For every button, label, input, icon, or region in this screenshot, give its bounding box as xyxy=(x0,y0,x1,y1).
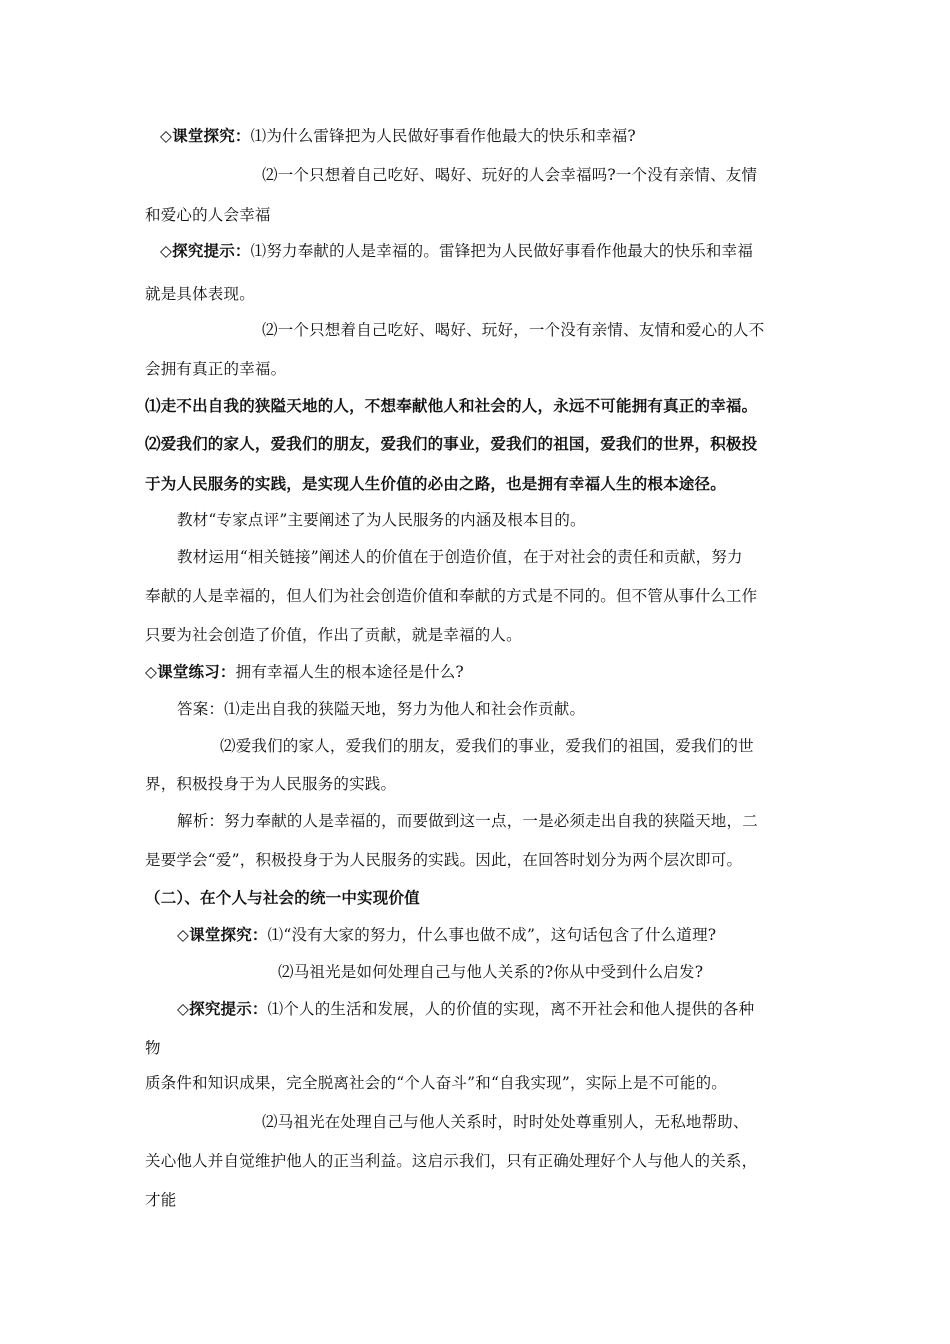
paragraph-line: 才能 xyxy=(145,1191,177,1209)
paragraph-line: 教材运用“相关链接”阐述人的价值在于创造价值，在于对社会的责任和贡献，努力 xyxy=(177,548,743,566)
inquiry-hint-1 xyxy=(160,241,753,261)
paragraph-line: 就是具体表现。 xyxy=(145,285,255,303)
section-heading: （二）、在个人与社会的统一中实现价值 xyxy=(145,888,420,907)
answer-line: ⑵爱我们的家人，爱我们的朋友，爱我们的事业，爱我们的祖国，爱我们的世 xyxy=(220,737,754,755)
paragraph-line: 是要学会“爱”，积极投身于为人民服务的实践。因此，在回答时划分为两个层次即可。 xyxy=(145,851,743,869)
paragraph-line: 会拥有真正的幸福。 xyxy=(145,360,287,378)
answer-line: 答案：⑴走出自我的狭隘天地，努力为他人和社会作贡献。 xyxy=(177,700,586,718)
paragraph-line: 界，积极投身于为人民服务的实践。 xyxy=(145,775,397,793)
section-label: ◇探究提示： xyxy=(160,241,251,260)
section-label: ◇课堂探究： xyxy=(160,126,251,145)
paragraph-line: 教材“专家点评”主要阐述了为人民服务的内涵及根本目的。 xyxy=(177,511,586,529)
inquiry-hint-2: ⑵马祖光在处理自己与他人关系时，时时处处尊重别人，无私地帮助、 xyxy=(262,1113,749,1131)
line-text: 拥有幸福人生的根本途径是什么? xyxy=(235,663,464,681)
key-point-2-cont: 于为人民服务的实践，是实现人生价值的必由之路，也是拥有幸福人生的根本途径。 xyxy=(145,474,726,493)
inquiry-question-2: ⑵马祖光是如何处理自己与他人关系的?你从中受到什么启发? xyxy=(278,963,704,981)
inquiry-hint-1 xyxy=(177,999,754,1019)
line-text: ⑴个人的生活和发展，人的价值的实现，离不开社会和他人提供的各种 xyxy=(267,1000,755,1018)
inquiry-question-1 xyxy=(160,126,636,146)
paragraph-line: 和爱心的人会幸福 xyxy=(145,206,271,224)
line-text: ⑴“没有大家的努力，什么事也做不成”，这句话包含了什么道理? xyxy=(267,926,717,944)
section-label: ◇探究提示： xyxy=(177,999,268,1018)
key-point-2: ⑵爱我们的家人，爱我们的朋友，爱我们的事业，爱我们的祖国，爱我们的世界，积极投 xyxy=(145,434,758,453)
paragraph-line: 奉献的人是幸福的，但人们为社会创造价值和奉献的方式是不同的。但不管从事什么工作 xyxy=(145,587,758,605)
paragraph-line: 只要为社会创造了价值，作出了贡献，就是幸福的人。 xyxy=(145,626,522,644)
paragraph-line: 质条件和知识成果，完全脱离社会的“个人奋斗”和“自我实现”，实际上是不可能的。 xyxy=(145,1074,727,1092)
line-text: ⑴努力奉献的人是幸福的。雷锋把为人民做好事看作他最大的快乐和幸福 xyxy=(250,242,754,260)
inquiry-question-1 xyxy=(177,925,716,945)
analysis-line: 解析：努力奉献的人是幸福的，而要做到这一点，一是必须走出自我的狭隘天地，二 xyxy=(177,812,758,830)
paragraph-line: 关心他人并自觉维护他人的正当利益。这启示我们，只有正确处理好个人与他人的关系， xyxy=(145,1152,758,1170)
section-label: ◇课堂探究： xyxy=(177,925,268,944)
key-point-1: ⑴走不出自我的狭隘天地的人，不想奉献他人和社会的人，永远不可能拥有真正的幸福。 xyxy=(145,396,758,415)
inquiry-hint-2: ⑵一个只想着自己吃好、喝好、玩好，一个没有亲情、友情和爱心的人不 xyxy=(262,321,765,339)
section-label: ◇课堂练习： xyxy=(145,662,236,681)
line-text: ⑴为什么雷锋把为人民做好事看作他最大的快乐和幸福? xyxy=(250,127,636,145)
paragraph-line: 物 xyxy=(145,1039,161,1057)
inquiry-question-2: ⑵一个只想着自己吃好、喝好、玩好的人会幸福吗?一个没有亲情、友情 xyxy=(262,166,758,184)
classroom-exercise xyxy=(145,662,464,682)
